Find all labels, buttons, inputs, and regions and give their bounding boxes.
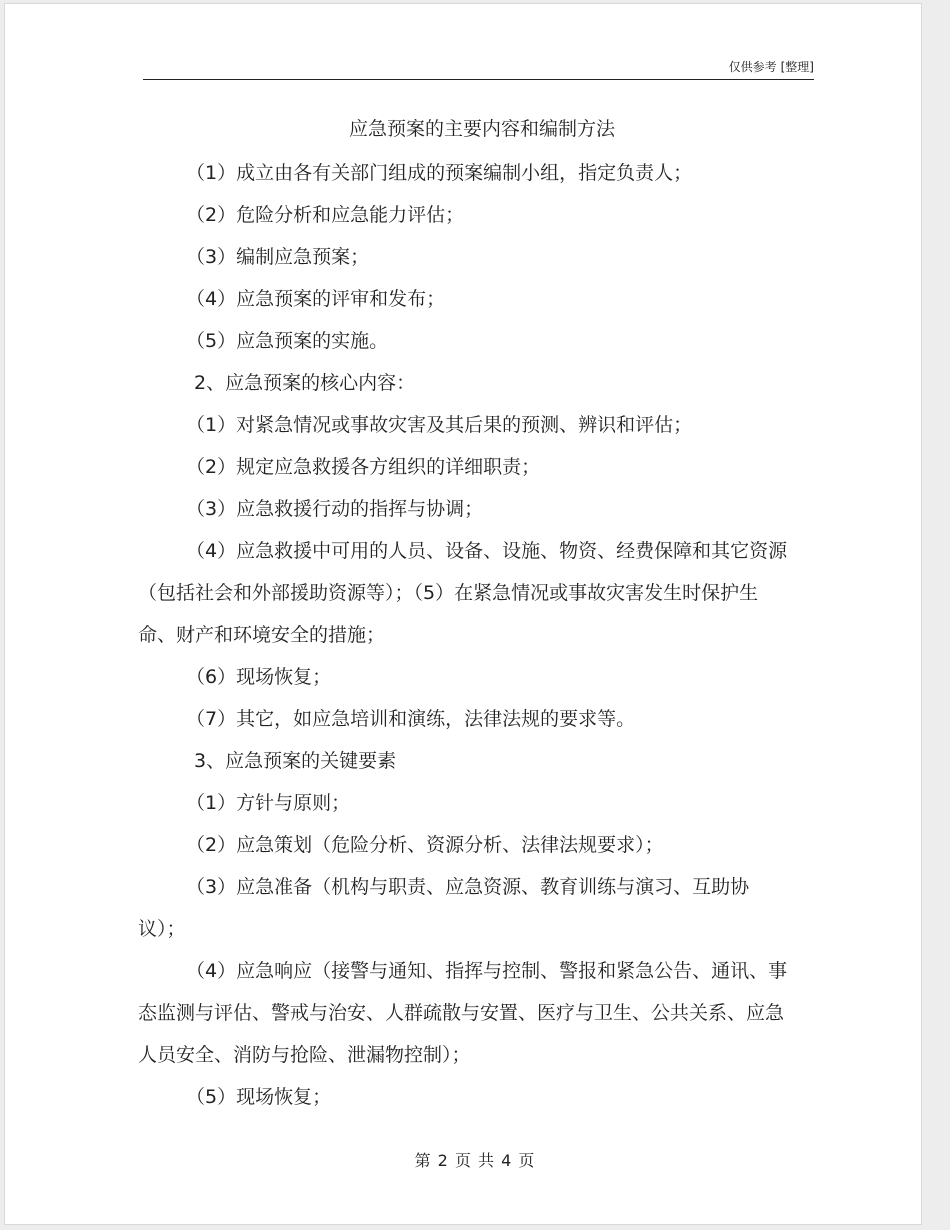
paragraph: （3）应急准备（机构与职责、应急资源、教育训练与演习、互助协议）； bbox=[138, 876, 750, 940]
section-heading: 2、应急预案的核心内容： bbox=[194, 372, 416, 394]
paragraph: （3）编制应急预案； bbox=[186, 246, 370, 268]
paragraph: （6）现场恢复； bbox=[186, 666, 332, 688]
paragraph: （5）应急预案的实施。 bbox=[186, 330, 389, 352]
paragraph: （1）成立由各有关部门组成的预案编制小组，指定负责人； bbox=[186, 162, 693, 184]
paragraph: （4）应急预案的评审和发布； bbox=[186, 288, 446, 310]
paragraph: （3）应急救援行动的指挥与协调； bbox=[186, 498, 484, 520]
page-header bbox=[143, 52, 814, 80]
paragraph: （2）危险分析和应急能力评估； bbox=[186, 204, 465, 226]
paragraph: （2）规定应急救援各方组织的详细职责； bbox=[186, 456, 541, 478]
page-footer: 第 2 页 共 4 页 bbox=[414, 1151, 536, 1170]
paragraph: （1）方针与原则； bbox=[186, 792, 351, 814]
paragraph: （4）应急救援中可用的人员、设备、设施、物资、经费保障和其它资源（包括社会和外部援助资源等）；（5）在紧急情况或事故灾害发生时保护生命、财产和环境安全的措施； bbox=[138, 540, 788, 646]
document-body bbox=[138, 106, 788, 1118]
paragraph: （4）应急响应（接警与通知、指挥与控制、警报和紧急公告、通讯、事态监测与评估、警戒与治安、人群疏散与安置、医疗与卫生、公共关系、应急人员安全、消防与抢险、泄漏物控制）； bbox=[138, 960, 788, 1066]
section-heading: 3、应急预案的关键要素 bbox=[194, 750, 397, 772]
document-title: 应急预案的主要内容和编制方法 bbox=[348, 118, 615, 140]
paragraph: （2）应急策划（危险分析、资源分析、法律法规要求）； bbox=[186, 834, 664, 856]
header-tag: [整理] bbox=[780, 60, 814, 74]
header-text: 仅供参考 bbox=[728, 60, 777, 74]
paragraph: （5）现场恢复； bbox=[186, 1086, 332, 1108]
paragraph: （1）对紧急情况或事故灾害及其后果的预测、辨识和评估； bbox=[186, 414, 693, 436]
paragraph: （7）其它，如应急培训和演练，法律法规的要求等。 bbox=[186, 708, 636, 730]
